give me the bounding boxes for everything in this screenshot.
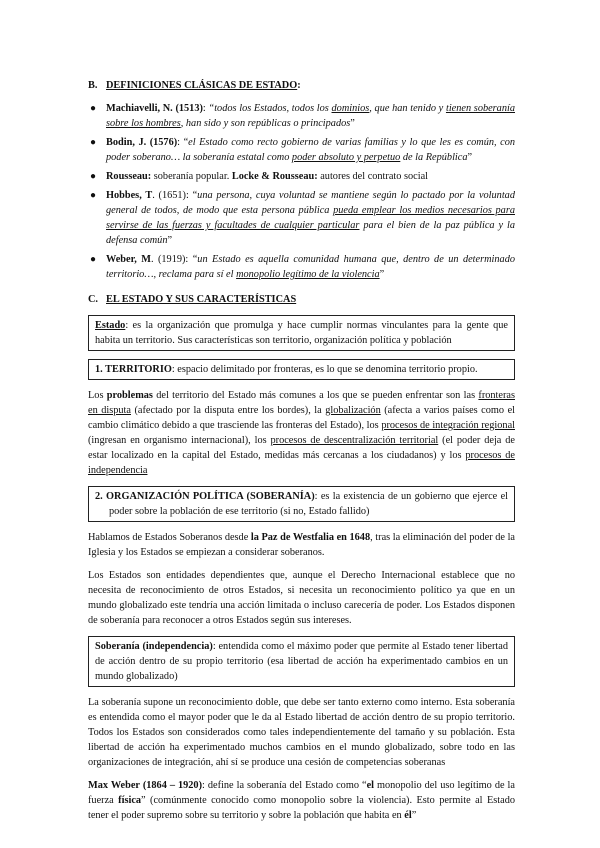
author-name: Machiavelli, N. (1513) bbox=[106, 103, 203, 114]
underlined-term: globalización bbox=[325, 405, 381, 416]
separator: : “ bbox=[185, 190, 198, 201]
soberania-box bbox=[88, 636, 515, 687]
paragraph-text: : define la soberanía del Estado como “ bbox=[202, 780, 367, 791]
quote-text: “todos los Estados, todos los bbox=[208, 103, 332, 114]
dependientes-paragraph: Los Estados son entidades dependientes que, aunque el Derecho Internacional establece que no necesita de reconocimiento de otros Estados, si necesita un reconocimiento político ya que en un mundo globalizado este tendría una acción limitada o incluso carecería de poder. Los Estados disponen de soberanía para reconocer a otros Estados según sus intereses. bbox=[88, 570, 515, 626]
organizacion-text: : es la existencia de un gobierno que ejerce el poder sobre la población de ese territorio (si no, Estado fallido) bbox=[109, 491, 508, 517]
paragraph-text: (ingresan en organismo internacional), los bbox=[88, 435, 271, 446]
bold-term: la Paz de Westfalia en 1648 bbox=[250, 532, 371, 543]
quote-text: un Estado es aquella comunidad humana que, dentro de un determinado bbox=[197, 254, 515, 265]
paragraph-text: (afectado por la disputa entre los bordes), la bbox=[130, 405, 326, 416]
organizacion-label: 2. ORGANIZACIÓN POLÍTICA (SOBERANÍA) bbox=[95, 491, 315, 502]
definition-rousseau bbox=[88, 169, 515, 184]
section-c-title: EL ESTADO Y SUS CARACTERÍSTICAS bbox=[106, 294, 297, 305]
paragraph-text: del territorio del Estado más comunes a los que se pueden enfrentar son las bbox=[152, 390, 479, 401]
quote-word: soberano bbox=[132, 152, 171, 163]
paragraph-text: Los bbox=[88, 390, 107, 401]
section-b-colon: : bbox=[297, 80, 301, 91]
bold-term: física bbox=[118, 795, 142, 806]
underlined-term: fronteras en disputa bbox=[88, 390, 515, 416]
quote-underlined: pueda emplear los medios necesarios para servirse de las fuerzas y facultades de cualquier particular bbox=[106, 205, 515, 231]
quote-text: , han sido y son repúblicas o principados bbox=[180, 118, 351, 129]
definition-weber bbox=[88, 252, 515, 282]
author-name: Weber, M bbox=[106, 254, 151, 265]
paragraph-text: (afecta a varios países como el cambio climático debido a que trasciende las fronteras del Estado), los bbox=[88, 405, 515, 431]
definition-machiavelli bbox=[88, 101, 515, 131]
definitions-list bbox=[88, 101, 515, 282]
paragraph-text: ” bbox=[411, 810, 417, 821]
section-c-letter: C. bbox=[88, 294, 99, 305]
author-name: Locke & Rousseau: bbox=[231, 171, 318, 182]
quote-underlined: dominios bbox=[331, 103, 370, 114]
quote-underlined: poder absoluto y perpetuo bbox=[291, 152, 401, 163]
territorio-label: 1. TERRITORIO bbox=[95, 364, 172, 375]
organizacion-politica-box bbox=[88, 486, 515, 522]
author-name: Rousseau: bbox=[106, 171, 152, 182]
bold-term: problemas bbox=[106, 390, 153, 401]
author-name: Hobbes, T bbox=[106, 190, 153, 201]
bold-term: Max Weber (1864 – 1920) bbox=[88, 780, 203, 791]
territorio-problems-paragraph bbox=[88, 388, 515, 478]
paragraph-text: Hablamos de Estados Soberanos desde bbox=[88, 532, 251, 543]
quote-end: ” bbox=[467, 152, 473, 163]
estado-text: : es la organización que promulga y hace cumplir normas vinculantes para la gente que habita un territorio. Sus características son territorio, organización política y población bbox=[95, 320, 508, 346]
definition-bodin bbox=[88, 135, 515, 165]
separator: : “ bbox=[177, 137, 189, 148]
quote-end: ” bbox=[379, 269, 385, 280]
paragraph-text: , tras la eliminación del poder de la Iglesia y los Estados se empiezan a considerar soberanos. bbox=[88, 532, 515, 558]
quote-text: …, reclama para sí el bbox=[144, 269, 237, 280]
underlined-term: procesos de descentralización territorial bbox=[270, 435, 439, 446]
section-b-letter: B. bbox=[88, 80, 98, 91]
section-b-heading bbox=[88, 78, 515, 93]
quote-end: ” bbox=[350, 118, 355, 129]
underlined-term: procesos de independencia bbox=[88, 450, 516, 476]
quote-text: , que han tenido y bbox=[369, 103, 446, 114]
author-name: Bodin, J. (1576) bbox=[106, 137, 178, 148]
definition-text: soberanía popular. bbox=[151, 171, 232, 182]
westfalia-paragraph bbox=[88, 530, 515, 560]
paragraph-text: monopolio del uso legítimo de la fuerza bbox=[88, 780, 515, 806]
section-b-title: DEFINICIONES CLÁSICAS DE ESTADO bbox=[106, 80, 298, 91]
quote-text: el Estado como recto gobierno de varias familias y lo que les es común, con poder bbox=[106, 137, 515, 163]
definition-hobbes bbox=[88, 188, 515, 248]
quote-word: territorio bbox=[106, 269, 145, 280]
quote-end: ” bbox=[167, 235, 173, 246]
separator: : bbox=[202, 103, 209, 114]
bullet-icon: ● bbox=[90, 171, 97, 182]
quote-underlined: monopolio legítimo de la violencia bbox=[236, 269, 380, 280]
section-c-heading bbox=[88, 292, 515, 307]
territorio-text: : espacio delimitado por fronteras, es lo que se denomina territorio propio. bbox=[171, 364, 478, 375]
document-content bbox=[88, 78, 515, 831]
quote-text: una persona, cuya voluntad se mantiene según lo pactado por la voluntad general de todos, de modo que esta persona pública bbox=[106, 190, 515, 216]
quote-underlined: tienen soberanía sobre los hombres bbox=[106, 103, 515, 129]
bullet-icon: ● bbox=[90, 103, 97, 114]
paragraph-text: (el poder deja de estar localizado en la capital del Estado, medidas más cercanas a los ciudadanos) y los bbox=[88, 435, 515, 461]
estado-term: Estado bbox=[95, 320, 126, 331]
underlined-term: procesos de integración regional bbox=[381, 420, 515, 431]
quote-text: … la soberanía estatal como bbox=[170, 152, 292, 163]
bullet-icon: ● bbox=[90, 137, 97, 148]
soberania-term: Soberanía (independencia) bbox=[95, 641, 213, 652]
reconocimiento-paragraph: La soberanía supone un reconocimiento doble, que debe ser tanto externo como interno. Esta soberanía es entendida como el mayor poder que le da al Estado libertad de acción dentro de su propio territorio. Todos los Estados son considerados como tales independientemente del tamaño y su población. Esta libertad de acción ha experimentado muchos cambios en el mundo globalizado, sobre todo en las organizaciones de integración, ahí sí se produce una cesión de competencias soberanas bbox=[88, 697, 515, 768]
bullet-icon: ● bbox=[90, 254, 97, 265]
paragraph-text: ” (comúnmente conocido como monopolio sobre la violencia). Esto permite al Estado tener el poder supremo sobre su territorio y sobre la población que habita en bbox=[88, 795, 515, 821]
author-year: . (1919) bbox=[150, 254, 186, 265]
definition-text: autores del contrato social bbox=[317, 171, 429, 182]
author-year: . (1651) bbox=[152, 190, 186, 201]
weber-paragraph bbox=[88, 778, 515, 823]
bold-term: el bbox=[366, 780, 374, 791]
separator: : “ bbox=[185, 254, 198, 265]
bold-term: él bbox=[404, 810, 412, 821]
soberania-text: : entendida como el máximo poder que permite al Estado tener libertad de acción dentro de su propio territorio (esa libertad de acción ha experimentado cambios en un mundo globalizado) bbox=[95, 641, 508, 682]
bullet-icon: ● bbox=[90, 190, 97, 201]
territorio-box bbox=[88, 359, 515, 380]
quote-text: de la República bbox=[400, 152, 468, 163]
estado-definition-box bbox=[88, 315, 515, 351]
quote-text: para el bien de la paz pública y la defensa común bbox=[106, 220, 515, 246]
